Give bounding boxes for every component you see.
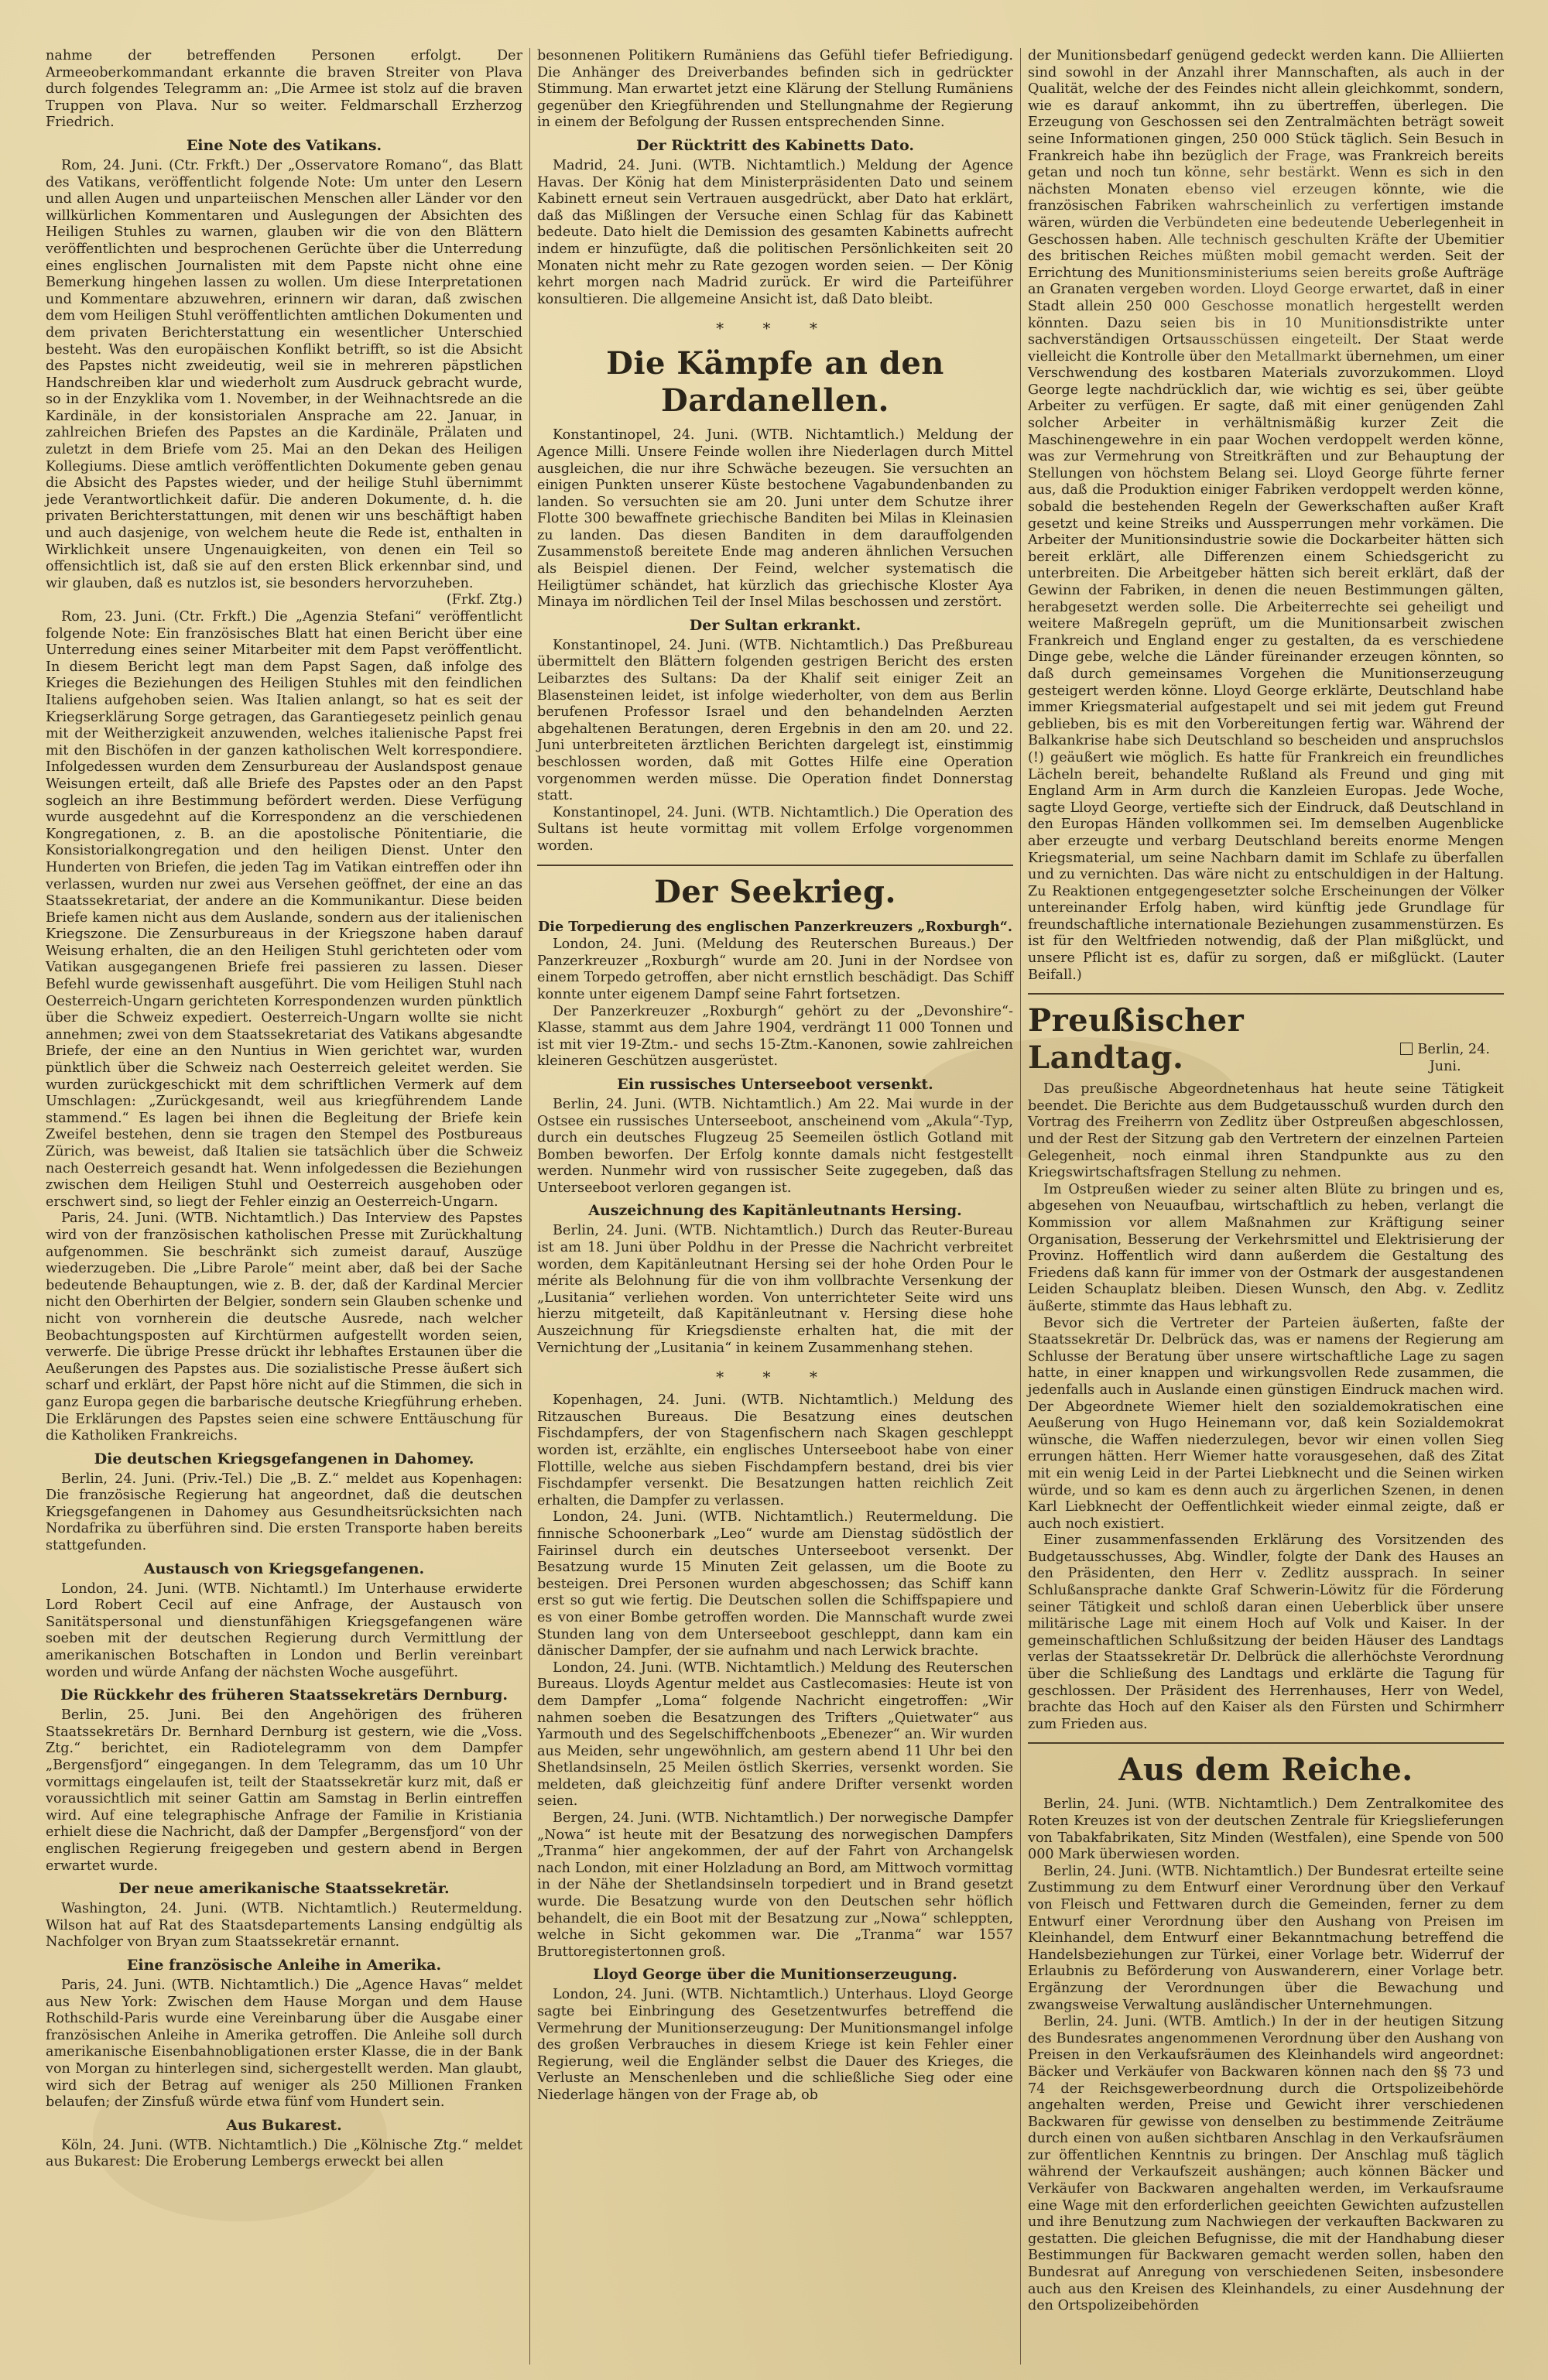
article-text: London, 24. Juni. (Meldung des Reuterschen Bureaus.) Der Panzerkreuzer „Roxburgh“ wurde am 20. Juni in der Nordsee von einem Torpedo getroffen, aber nicht ernstlich beschädigt. Das Schiff konnte unter eigenem Dampf seine Fahrt fortsetzen. (537, 937, 1013, 1002)
headline-austausch: Austausch von Kriegsgefangenen. (143, 1560, 425, 1577)
article-text: Berlin, 24. Juni. (Priv.-Tel.) Die „B. Z.“ meldet aus Kopenhagen: Die französische Regierung hat angeordnet, daß die deutschen Kriegsgefangenen in Dahomey aus Gesundheitsrücksichten nach Nordafrika zu überführen sind. Die ersten Transporte haben bereits stattgefunden. (46, 1471, 522, 1554)
section-separator: * * * (716, 1368, 834, 1387)
section-separator: * * * (716, 319, 834, 338)
article-text: Berlin, 24. Juni. (WTB. Nichtamtlich.) Dem Zentralkomitee des Roten Kreuzes ist von der deutschen Zentrale für Kriegslieferungen von Tabakfabrikaten, Sitz Minden (Westfalen), eine Spende von 500 000 Mark überwiesen worden. (1028, 1796, 1504, 1863)
article-text: der Munitionsbedarf genügend gedeckt werden kann. Die Alliierten sind sowohl in der Anzahl ihrer Mannschaften, als auch in der Qualität, welche der des Feindes nicht allein gleichkommt, sondern, wie es darauf ankommt, ihn zu übertreffen, überlegen. Die Erzeugung von Geschossen sei den Zentralmächten beträgt soweit seine Informationen gingen, 250 000 Stück täglich. Sein Besuch in Frankreich habe ihn bezüglich der Frage, was Frankreich bereits getan und noch tun könne, sehr bestärkt. Wenn es sich in den nächsten Monaten ebenso viel erzeugen könnte, wie die französischen Fabriken wahrscheinlich zu verfertigen imstande wären, würden die Verbündeten eine bedeutende Ueberlegenheit in Geschossen haben. Alle technisch geschulten Kräfte der Ubemitier des britischen Reiches müßten mobil gemacht werden. Seit der Errichtung des Munitionsministeriums seien bereits große Aufträge an Granaten vergeben worden. Lloyd George erwartet, daß in einer Stadt allein 250 000 Geschosse monatlich hergestellt werden könnten. Dazu seien bis in 10 Munitionsdistrikte unter sachverständigen Ortsausschüssen eingeteilt. Der Staat werde vielleicht die Kontrolle über den Metallmarkt übernehmen, um einer Verschwendung des kostbaren Materials zuvorzukommen. Lloyd George legte nachdrücklich dar, wie wichtig es sei, über geübte Arbeiter zu verfügen. Er sagte, daß mit einer genügenden Zahl solcher Arbeiter in verhältnismäßig kurzer Zeit die Maschinengewehre in ein paar Wochen verdoppelt werden könne, was zur Vermehrung von Streitkräften und zur Behauptung der Stellungen von höchstem Belang sei. Lloyd George führte ferner aus, daß die Produktion einiger Fabriken verdoppelt werden könne, sobald die bestehenden Regeln der Gewerkschaften außer Kraft gesetzt und keine Streiks und Aussperrungen mehr vorkämen. Die Arbeiter der Munitionsindustrie sowie die Dockarbeiter hätten sich bereit erklärt, alle Differenzen einem Schiedsgericht zu unterbreiten. Die Arbeitgeber hätten sich bereit erklärt, daß der Gewinn der Fabriken, in denen die neuen Bestimmungen gälten, herabgesetzt werden solle. Die Arbeiterrechte sei geheiligt und weitere Maßregeln geprüft, um die Munitionsarbeit zwischen Frankreich und England enger zu gestalten, da es verschiedene Dinge gebe, welche die Länder füreinander erzeugen könnten, so daß durch gemeinsames Vorgehen die Munitionserzeugung gesteigert werden könne. Lloyd George erklärte, Deutschland habe immer Kriegsmaterial aufgestapelt und sei mit jedem gut Freund geblieben, bis es mit den Vorbereitungen fertig war. Während der Balkankrise habe sich Deutschland so bescheiden und anspruchslos (!) geäußert wie möglich. Es hatte für Frankreich ein freundliches Lächeln bereit, behandelte Rußland als Freund und ging mit England Arm in Arm durch die Kanzleien Europas. Jede Woche, sagte Lloyd George, vertiefte sich der Eindruck, daß Deutschland in den Europas Händen vollkommen sei. Im demselben Augenblicke aber erzeugte und verbarg Deutschland bereits enorme Mengen Kriegsmaterial, um seine Nachbarn damit im Schlafe zu überfallen und zu vernichten. Das wäre nicht zu entschuldigen in der Haltung. Zu Reaktionen entgegengesetzter solche Erscheinungen der Völker untereinander Erfolg haben, wird künftig jede Grundlage für freundschaftliche internationale Beziehungen zusammenstürzen. Es ist für den Weltfrieden notwendig, daß der Plan mißglückt, und unsere Pflicht ist es, dafür zu sorgen, daß er mißglückt. (Lauter Beifall.) (1028, 48, 1504, 983)
section-title-seekrieg: Der Seekrieg. (654, 873, 896, 910)
article-text: Köln, 24. Juni. (WTB. Nichtamtlich.) Die „Kölnische Ztg.“ meldet aus Bukarest: Die Eroberung Lembergs erweckt bei allen (46, 2137, 522, 2170)
article-text: Paris, 24. Juni. (WTB. Nichtamtlich.) Das Interview des Papstes wird von der französischen katholischen Presse mit Zurückhaltung aufgenommen. Sie beschränkt sich zumeist darauf, Auszüge wiederzugeben. Die „Libre Parole“ meint aber, daß bei der Sache bedeutende Behauptungen, wie z. B. der, daß der Kardinal Mercier nicht den Oberhirten der Belgier, sondern sein Glauben schenke und nicht von vornherein die deutsche Ausrede, nach welcher Beobachtungsposten auf Kirchtürmen aufgestellt worden seien, verwerfe. Die übrige Presse drückt ihr lebhaftes Erstaunen über die Aeußerungen des Papstes aus. Die sozialistische Presse äußert sich scharf und erklärt, der Papst höre nicht auf die Stimmen, die sich in ganz Europa gegen die barbarische deutsche Kriegführung erheben. Die Erklärungen des Papstes seien eine schwere Enttäuschung für die Katholiken Frankreichs. (46, 1211, 522, 1444)
article-text: Im Ostpreußen wieder zu seiner alten Blüte zu bringen und es, abgesehen von Neuaufbau, wirtschaftlich zu heben, verlangt die Kommission vor allem Maßnahmen zur Kräftigung seiner Organisation, Besserung der Verkehrsmittel und Elektrisierung der Provinz. Hoffentlich wird dann außerdem die Gestaltung des Friedens daß kann für immer von der Ostmark der ausgestandenen Leiden Schauplatz bleiben. Diesen Wunsch, den Abg. v. Zedlitz äußerte, stimmte das Haus lebhaft zu. (1028, 1181, 1504, 1314)
article-text: besonnenen Politikern Rumäniens das Gefühl tiefer Befriedigung. Die Anhänger des Dreiverbandes befinden sich in gedrückter Stimmung. Man erwartet jetzt eine Klärung der Stellung Rumäniens gegenüber den Kriegführenden und Stellungnahme der Regierung in einem der Befolgung der Russen entsprechenden Sinne. (537, 48, 1013, 131)
headline-unterseeboot: Ein russisches Unterseeboot versenkt. (617, 1075, 933, 1093)
column-left (39, 48, 529, 2365)
dateline (1386, 1042, 1504, 1075)
headline-dernburg: Die Rückkehr des früheren Staatssekretärs Dernburg. (60, 1687, 508, 1704)
article-text: Paris, 24. Juni. (WTB. Nichtamtlich.) Die „Agence Havas“ meldet aus New York: Zwischen dem Hause Morgan und dem Hause Rothschild-Paris wurde eine Vereinbarung über die Ausgabe einer französischen Anleihe in Amerika getroffen. Die Anleihe soll durch amerikanische Eisenbahnobligationen erster Klasse, die in der Bank von Morgan zu hinterlegen sind, sichergestellt werden. Man glaubt, wird sich der Betrag auf weniger als 250 Millionen Franken belaufen; der Zinsfuß würde etwa fünf vom Hundert sein. (46, 1977, 522, 2111)
headline-roxburgh: Die Torpedierung des englischen Panzerkreuzers „Roxburgh“. (538, 918, 1012, 935)
article-text: Einer zusammenfassenden Erklärung des Vorsitzenden des Budgetausschusses, Abg. Windler, folgte der Dank des Hauses an den Präsidenten, den Herr v. Zedlitz aussprach. In seiner Schlußansprache dankte Graf Schwerin-Löwitz für die Förderung seiner Tätigkeit und schloß daran einen Ueberblick über unsere militärische Lage mit einem Hoch auf Volk und Kaiser. In der gemeinschaftlichen Schlußsitzung der beiden Häuser des Landtags verlas der Staatssekretär Dr. Delbrück die allerhöchste Verordnung über die Schließung des Landtags und erklärte die Tagung für geschlossen. Der Präsident des Herrenhauses, Herr von Wedel, brachte das Hoch auf den Kaiser als den Fürsten und Schirmherr zum Frieden aus. (1028, 1532, 1504, 1732)
section-divider (1028, 1742, 1504, 1744)
article-text: Konstantinopel, 24. Juni. (WTB. Nichtamtlich.) Die Operation des Sultans ist heute vormittag mit vollem Erfolge vorgenommen worden. (537, 804, 1013, 854)
dateline-text: Berlin, 24. Juni. (1417, 1042, 1490, 1074)
article-text: Konstantinopel, 24. Juni. (WTB. Nichtamtlich.) Das Preßbureau übermittelt den Blättern folgenden gestrigen Bericht des ersten Leibarztes des Sultans: Da der Khalif seit einiger Zeit an Blasensteinen leidet, ist infolge wiederholter, von dem aus Berlin berufenen Professor Israel und den behandelnden Aerzten abgehaltenen Beratungen, deren Ergebnis in den am 20. und 22. Juni unterbreiteten ärztlichen Berichten dargelegt ist, einstimmig beschlossen worden, daß mit Gottes Hilfe eine Operation vorgenommen werden müsse. Die Operation findet Donnerstag statt. (537, 637, 1013, 804)
section-divider (537, 865, 1013, 866)
headline-lloyd-george: Lloyd George über die Munitionserzeugung. (593, 1966, 957, 1984)
article-text: Washington, 24. Juni. (WTB. Nichtamtlich.) Reutermeldung. Wilson hat auf Rat des Staatsdepartements Lansing endgültig als Nachfolger von Bryan zum Staatssekretär ernannt. (46, 1901, 522, 1950)
article-text: Madrid, 24. Juni. (WTB. Nichtamtlich.) Meldung der Agence Havas. Der König hat dem Ministerpräsidenten Dato und seinem Kabinett erneut sein Vertrauen ausgedrückt, aber Dato hat erklärt, daß das Mißlingen der Versuche einen Schlag für das Kabinett bedeute. Dato hielt die Demission des gesamten Kabinetts aufrecht indem er hinzufügte, daß die politischen Persönlichkeiten seit 20 Monaten nicht mehr zu Rate gezogen worden seien. — Der König kehrt morgen nach Madrid zurück. Er wird die Parteiführer konsultieren. Die allgemeine Ansicht ist, daß Dato bleibt. (537, 157, 1013, 307)
headline-bukarest: Aus Bukarest. (226, 2116, 342, 2134)
column-middle (529, 48, 1020, 2365)
article-text: London, 24. Juni. (WTB. Nichtamtlich.) Unterhaus. Lloyd George sagte bei Einbringung des Gesetzentwurfes betreffend die Vermehrung der Munitionserzeugung: Der Munitionsmangel infolge des großen Verbrauches in diesem Kriege ist kein Fehler einer Regierung, weil die Engländer selbst die Dauer des Krieges, die Verluste an Menschenleben und die schließliche Sieg oder eine Niederlage hängen von der Frage ab, ob (537, 1987, 1013, 2103)
article-text: Kopenhagen, 24. Juni. (WTB. Nichtamtlich.) Meldung des Ritzauschen Bureaus. Die Besatzung eines deutschen Fischdampfers, der von Stagenfischern nach Skagen geschleppt worden ist, erzählte, ein englisches Unterseeboot habe von einer Flottille, welche aus sieben Fischdampfern bestand, drei bis vier Fischdampfer versenkt. Die Besatzungen hatten reichlich Zeit erhalten, die Dampfer zu verlassen. (537, 1392, 1013, 1508)
headline-vatikan-note: Eine Note des Vatikans. (186, 136, 382, 154)
article-text: Konstantinopel, 24. Juni. (WTB. Nichtamtlich.) Meldung der Agence Milli. Unsere Feinde wollen ihre Niederlagen durch Mittel ausgleichen, die nur ihre Schwäche bezeugen. Sie versuchten an einigen Punkten unserer Küste bestochene Vagabundenbanden zu landen. So versuchten sie am 20. Juni unter dem Schutze ihrer Flotte 300 bewaffnete griechische Banditen bei Milas in Kleinasien zu landen. Das diesen Banditen in dem darauffolgenden Zusammenstoß bereitete Ende mag anderen ähnlichen Versuchen als Beispiel dienen. Der Feind, welcher systematisch die Heiligtümer schändet, hat kürzlich das griechische Kloster Aya Minaya im nördlichen Teil der Insel Milas beschossen und zerstört. (537, 427, 1013, 611)
headline-staatssekretaer: Der neue amerikanische Staatssekretär. (118, 1880, 450, 1898)
landtag-header (1028, 1002, 1504, 1077)
article-text: Berlin, 25. Juni. Bei den Angehörigen des früheren Staatssekretärs Dr. Bernhard Dernburg ist gestern, wie die „Voss. Ztg.“ berichtet, ein Radiotelegramm von dem Dampfer „Bergensfjord“ eingegangen. In dem Telegramm, das um 10 Uhr vormittags eingelaufen ist, teilt der Staatssekretär kurz mit, daß er voraussichtlich mit seiner Gattin am Samstag in Berlin eintreffen wird. Auf eine telegraphische Anfrage der Familie in Kristiania erhielt diese die Nachricht, daß der Dampfer „Bergensfjord“ von der englischen Regierung freigegeben und gestern abend in Bergen erwartet wurde. (46, 1707, 522, 1874)
article-text: London, 24. Juni. (WTB. Nichtamtl.) Im Unterhause erwiderte Lord Robert Cecil auf eine Anfrage, der Austausch von Sanitätspersonal und dienstunfähigen Kriegsgefangenen wäre soeben mit der deutschen Regierung durch Vermittlung der amerikanischen Botschaften in London und Berlin vereinbart worden und würde Anfang der nächsten Woche ausgeführt. (46, 1580, 522, 1680)
article-text: Rom, 23. Juni. (Ctr. Frkft.) Die „Agenzia Stefani“ veröffentlicht folgende Note: Ein französisches Blatt hat einen Bericht über eine Unterredung eines seiner Mitarbeiter mit dem Papst veröffentlicht. In diesem Bericht legt man dem Papst Sagen, daß infolge des Krieges die Beziehungen des Heiligen Stuhles mit den feindlichen Italiens aufgehoben seien. Was Italien anlangt, so hat es seit der Kriegserklärung Sorge getragen, das Garantiegesetz peinlich genau mit der Weitherzigkeit anzuwenden, welches italienische Papst frei mit den Bischöfen in der ganzen katholischen Welt korrespondiere. Infolgedessen wurden dem Zensurbureau der Auslandspost genaue Weisungen erteilt, daß alle Briefe des Papstes oder an den Papst sogleich an ihre Bestimmung befördert werden. Diese Verfügung wurde ausgedehnt auf die Korrespondenz an die verschiedenen Kongregationen, z. B. an die apostolische Pönitentiarie, die Konsistorialkongregation und den heiligen Dienst. Unter den Hunderten von Briefen, die jeden Tag im Vatikan eintreffen oder ihn verlassen, wurden nur zwei aus Versehen geöffnet, der eine an das Staatssekretariat, der andere an die Kommunikantur. Diese beiden Briefe kamen nicht aus dem Auslande, sondern aus der italienischen Kriegszone. Die Zensurbureaus in der Kriegszone haben darauf Weisung erhalten, die an den Heiligen Stuhl gerichteten oder vom Vatikan ausgegangenen Briefe frei passieren zu lassen. Dieser Befehl wurde gewissenhaft ausgeführt. Die vom Heiligen Stuhl nach Oesterreich-Ungarn gerichteten Korrespondenzen wurden pünktlich über die Schweiz expediert. Oesterreich-Ungarn wollte sie nicht annehmen; zwei von dem Staatssekretariat des Vatikans abgesandte Briefe, der eine an den Nuntius in Wien gerichtet war, wurden pünktlich über die Schweiz nach Oesterreich geleitet werden. Sie wurden zurückgeschickt mit dem schriftlichen Vermerk auf dem Umschlagen: „Zurückgesandt, weil aus kriegführendem Lande stammend.“ Es lagen bei ihnen die Begleitung der Briefe kein Zweifel bestehen, denn sie tragen den Stempel des Postbureaus Zürich, was beweist, daß Italien sie tatsächlich über die Schweiz nach Oesterreich gesandt hat. Wenn infolgedessen die Beziehungen zwischen dem Heiligen Stuhl und Oesterreich ausgehoben oder erschwert sind, so liegt der Fehler einzig an Oesterreich-Ungarn. (46, 609, 522, 1210)
square-marker-icon (1400, 1043, 1413, 1055)
headline-kabinett-dato: Der Rücktritt des Kabinetts Dato. (636, 136, 914, 154)
headline-kriegsgefangene-dahomey: Die deutschen Kriegsgefangenen in Dahomey. (94, 1450, 474, 1467)
article-text: Bevor sich die Vertreter der Parteien äußerten, faßte der Staatssekretär Dr. Delbrück das, was er namens der Regierung am Schlusse der Beratung über unsere wirtschaftliche Lage zu sagen hatte, in einer knappen und wirkungsvollen Rede zusammen, die jedenfalls auch in Auslande einen günstigen Eindruck machen wird. Der Abgeordnete Wiemer hielt den sozialdemokratischen eine Aeußerung von Hugo Heinemann vor, daß kein Sozialdemokrat wünsche, die Waffen niederzulegen, bevor wir einen vollen Sieg errungen hätten. Herr Wiemer hatte vorausgesehen, daß des Zitat mit ein wenig Leid in der Partei Liebknecht und die Seinen wirken würde, und so kam es denn auch zu ärgerlichen Szenen, in denen Karl Liebknecht der Oeffentlichkeit wieder einmal zeigte, daß er auch noch existiert. (1028, 1315, 1504, 1532)
section-title-dardanellen: Die Kämpfe an den Dardanellen. (606, 345, 944, 419)
article-text: Berlin, 24. Juni. (WTB. Nichtamtlich.) Der Bundesrat erteilte seine Zustimmung zu dem Entwurf einer Verordnung über den Verkauf von Fleisch und Fettwaren durch die Gemeinden, ferner zu dem Entwurf einer Verordnung über den Aushang von Preisen im Kleinhandel, dem Entwurf einer Bekanntmachung betreffend die Handelsbeziehungen zur Türkei, einer Vorlage betr. Widerruf der Erlaubnis zu Beförderung von Auswanderern, einer Vorlage betr. Ergänzung der Verordnungen über die Bewachung und zwangsweise Verwaltung ausländischer Unternehmungen. (1028, 1863, 1504, 2013)
headline-sultan: Der Sultan erkrankt. (689, 616, 861, 634)
headline-hersing: Auszeichnung des Kapitänleutnants Hersing. (588, 1202, 962, 1220)
article-text: Bergen, 24. Juni. (WTB. Nichtamtlich.) Der norwegische Dampfer „Nowa“ ist heute mit der Besatzung des norwegischen Dampfers „Tranma“ hier angekommen, der auf der Fahrt von Archangelsk nach London, mit einer Holzladung an Bord, am Mittwoch vormittag in der Nähe der Shetlandsinseln torpediert und in Brand gesetzt wurde. Die Besatzung wurde von den Deutschen sehr höflich behandelt, die ein Boot mit der Besatzung zur „Nowa“ schleppten, welche in Sicht gekommen war. Die „Tranma“ war 1557 Bruttoregistertonnen groß. (537, 1810, 1013, 1960)
column-right (1020, 48, 1511, 2365)
article-text: London, 24. Juni. (WTB. Nichtamtlich.) Meldung des Reuterschen Bureaus. Lloyds Agentur meldet aus Castlecomasies: Heute ist von dem Dampfer „Loma“ folgende Nachricht eingetroffen: „Wir nahmen soeben die Besatzungen des Trifters „Quietwater“ aus Yarmouth und des Segelschiffchenboots „Ebenezer“ an. Wir wurden aus Meiden, sehr ungewöhnlich, am gestern abend 11 Uhr bei den Shetlandsinseln, 25 Meilen östlich Skerries, versenkt worden. Sie meldeten, daß gleichzeitig fünf andere Drifter versenkt worden seien. (537, 1659, 1013, 1810)
article-text: Rom, 24. Juni. (Ctr. Frkft.) Der „Osservatore Romano“, das Blatt des Vatikans, veröffentlicht folgende Note: Um unter den Lesern und allen Augen und unparteiischen Menschen aller Länder vor den willkürlichen Kommentaren und Auslegungen der Absichten des Heiligen Stuhles zu warnen, glauben wir die von den Blättern veröffentlichten und besprochenen Gerüchte über die Unterredung eines englischen Journalisten mit dem Papste nicht ohne eine Bemerkung hingehen lassen zu wollen. Um diese Interpretationen und Kommentare abzuwehren, erinnern wir daran, daß zwischen dem vom Heiligen Stuhl veröffentlichten amtlichen Dokumenten und dem privaten Berichterstattung ein wesentlicher Unterschied besteht. Was den europäischen Konflikt betrifft, so ist die Absicht des Papstes nicht zweideutig, weil sie in mehreren päpstlichen Handschreiben klar und wiederholt zum Ausdruck gebracht wurde, so in der Enzyklika vom 1. November, in der Weihnachtsrede an die Kardinäle, in der konsistorialen Ansprache am 22. Januar, in zahlreichen Briefen des Papstes an die Kardinäle, Prälaten und zuletzt in dem Briefe vom 25. Mai an den Dekan des Heiligen Kollegiums. Diese amtlich veröffentlichten Dokumente geben genau die Absicht des Papstes wieder, und der heilige Stuhl übernimmt jede Verantwortlichkeit dafür. Die anderen Dokumente, d. h. die privaten Berichterstattungen, mit denen wir uns beschäftigt haben und auch dasjenige, von welchem heute die Rede ist, enthalten in Wirklichkeit unsere Ungenauigkeiten, von denen ein Teil so offensichtlich ist, daß sie auf den ersten Blick erkennbar sind, und wir glauben, daß es nutzlos ist, sie besonders hervorzuheben. (46, 157, 522, 591)
article-text: Berlin, 24. Juni. (WTB. Nichtamtlich.) Durch das Reuter-Bureau ist am 18. Juni über Poldhu in der Presse die Nachricht verbreitet worden, dem Kapitänleutnant Hersing sei der hohe Orden Pour le mérite als Belohnung für die von ihm vollbrachte Versenkung der „Lusitania“ verliehen worden. Von unterrichteter Seite wird uns hierzu mitgeteilt, daß Kapitänleutnant v. Hersing diese hohe Auszeichnung für Kriegsdienste erhalten hat, die mit der Vernichtung der „Lusitania“ in keinem Zusammenhang stehen. (537, 1223, 1013, 1356)
article-text: Das preußische Abgeordnetenhaus hat heute seine Tätigkeit beendet. Die Berichte aus dem Budgetausschuß wurden durch den Vortrag des Freiherrn von Zedlitz über Ostpreußen abgeschlossen, und der Rest der Sitzung gab den Vertretern der einzelnen Parteien Gelegenheit, noch einmal ihren Standpunkte aus zu den Kriegswirtschaftsfragen Stellung zu nehmen. (1028, 1081, 1504, 1181)
article-text: Der Panzerkreuzer „Roxburgh“ gehört zu der „Devonshire“-Klasse, stammt aus dem Jahre 1904, verdrängt 11 000 Tonnen und ist mit vier 19-Ztm.- und sechs 15-Ztm.-Kanonen, sowie zahlreichen kleineren Geschützen ausgerüstet. (537, 1003, 1013, 1070)
article-text: Berlin, 24. Juni. (WTB. Amtlich.) In der in der heutigen Sitzung des Bundesrates angenommenen Verordnung über den Aushang von Preisen in den Verkaufsräumen des Kleinhandels wird angeordnet: Bäcker und Verkäufer von Backwaren können nach den §§ 73 und 74 der Reichsgewerbeordnung durch die Ortspolizeibehörde angehalten werden, Preise und Gewicht ihrer verschiedenen Backwaren für gewisse von denselben zu bestimmende Zeiträume durch einen von außen sichtbaren Anschlag in den Verkaufsräumen zur öffentlichen Kenntnis zu bringen. Der Anschlag muß täglich während der Verkaufszeit aushängen; auch können Bäcker und Verkäufer von Backwaren angehalten werden, im Verkaufsraume eine Wage mit den erforderlichen geeichten Gewichten aufzustellen und ihre Benutzung zum Nachwiegen der verkauften Backwaren zu gestatten. Die gleichen Befugnisse, die mit der Handhabung dieser Bestimmungen für Backwaren gemacht werden sollen, haben den Bundesrat auf Anregung von verschiedenen Seiten, insbesondere auch aus den Kreisen des Kleinhandels, zu einer Ausdehnung der den Ortspolizeibehörden (1028, 2014, 1504, 2314)
article-text: nahme der betreffenden Personen erfolgt. Der Armeeoberkommandant erkannte die braven Streiter von Plava durch folgendes Telegramm an: „Die Armee ist stolz auf die braven Truppen von Plava. Nur so weiter. Feldmarschall Erzherzog Friedrich. (46, 48, 522, 131)
article-text: Berlin, 24. Juni. (WTB. Nichtamtlich.) Am 22. Mai wurde in der Ostsee ein russisches Unterseeboot, anscheinend vom „Akula“-Typ, durch ein deutsches Flugzeug 25 Seemeilen östlich Gotland mit Bomben beworfen. Der Erfolg konnte damals nicht festgestellt werden. Nunmehr wird von russischer Seite zugegeben, daß das Unterseeboot verloren gegangen ist. (537, 1096, 1013, 1196)
section-title-reich: Aus dem Reiche. (1118, 1752, 1413, 1789)
section-title-landtag: Preußischer Landtag. (1028, 1002, 1245, 1077)
source-note: (Frkf. Ztg.) (446, 592, 522, 608)
section-divider (1028, 993, 1504, 995)
headline-anleihe: Eine französische Anleihe in Amerika. (126, 1956, 442, 1974)
article-text: London, 24. Juni. (WTB. Nichtamtlich.) Reutermeldung. Die finnische Schoonerbark „Leo“ wurde am Dienstag südöstlich der Fairinsel durch ein deutsches Unterseeboot versenkt. Der Besatzung wurde 15 Minuten Zeit gelassen, um die Boote zu besteigen. Drei Personen wurden abgeschossen; das Schiff kann erst so gut wie fertig. Die Deutschen sollen die Schiffspapiere und es von einer Bombe getroffen worden. Die Mannschaft wurde zwei Stunden lang von dem Unterseeboot geschleppt, dann kam ein dänischer Dampfer, der sie aufnahm und nach Lerwick brachte. (537, 1509, 1013, 1659)
